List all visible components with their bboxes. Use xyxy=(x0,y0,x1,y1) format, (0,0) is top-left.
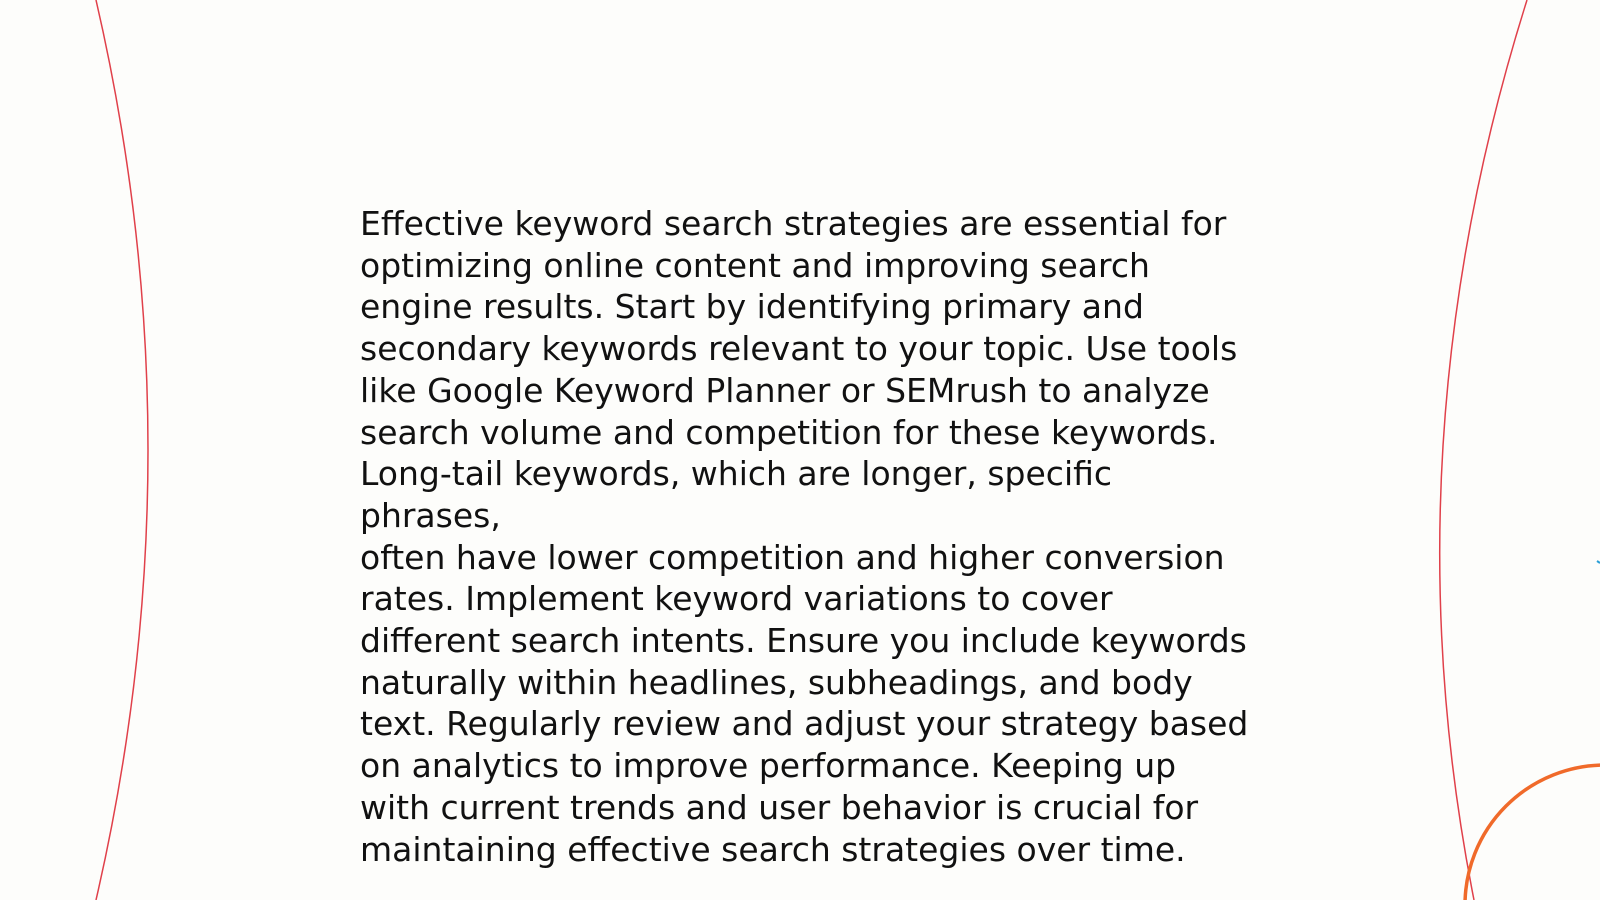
right-curve xyxy=(1440,0,1527,900)
body-paragraph: Effective keyword search strategies are essential for optimizing online content and improving search engine results. Start by identifying primary and secondary keywords relevant to your topic. Use tools like Google Keyword Planner or SEMrush to analyze search volume and competition for these keywords. Long-tail keywords, which are longer, specific phrases, often have lower competition and higher conversion rates. Implement keyword variations to cover different search intents. Ensure you include keywords naturally within headlines, subheadings, and body text. Regularly review and adjust your strategy based on analytics to improve performance. Keeping up with current trends and user behavior is crucial for maintaining effective search strategies over time. xyxy=(360,204,1249,869)
left-curve xyxy=(96,0,148,900)
orange-circle-arc xyxy=(1465,765,1600,900)
